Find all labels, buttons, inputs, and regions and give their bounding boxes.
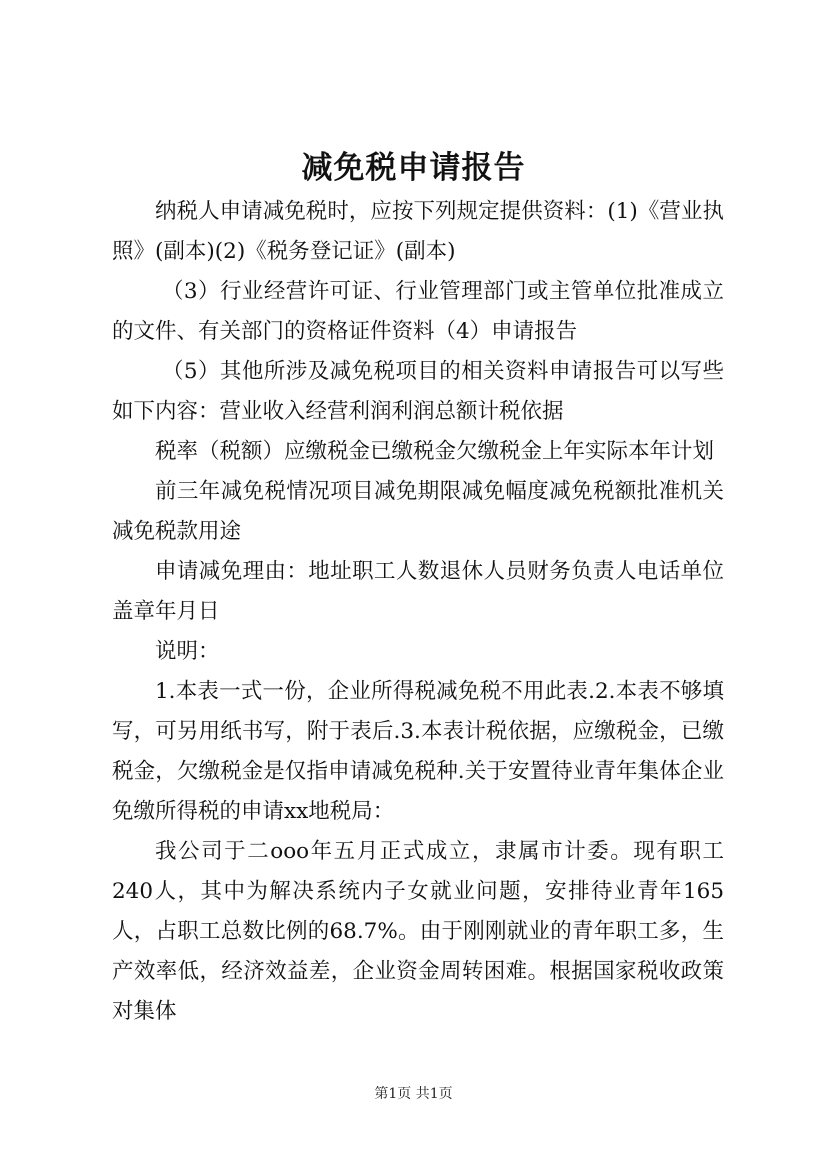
paragraph-tax-rate: 税率（税额）应缴税金已缴税金欠缴税金上年实际本年计划 [155, 439, 715, 464]
paragraph-permits: （3）行业经营许可证、行业管理部门或主管单位批准成立的文件、有关部门的资格证件资料（4）申请报告 [112, 279, 724, 344]
paragraph-reasons: 申请减免理由：地址职工人数退休人员财务负责人电话单位盖章年月日 [112, 559, 724, 624]
paragraph-required-materials: 纳税人申请减免税时，应按下列规定提供资料：(1)《营业执照》(副本)(2)《税务登记证》(副本) [112, 199, 724, 264]
document-title: 减免税申请报告 [301, 150, 526, 186]
page-number: 第1页 共1页 [374, 1086, 453, 1102]
paragraph-past-reductions: 前三年减免税情况项目减免期限减免幅度减免税额批准机关减免税款用途 [112, 479, 724, 544]
document-body [112, 192, 724, 1032]
paragraph-other-materials: （5）其他所涉及减免税项目的相关资料申请报告可以写些如下内容：营业收入经营利润利润总额计税依据 [112, 359, 724, 424]
paragraph-company-statement: 我公司于二ooo年五月正式成立，隶属市计委。现有职工240人，其中为解决系统内子女就业问题，安排待业青年165人，占职工总数比例的68.7%。由于刚刚就业的青年职工多，生产效率低，经济效益差，企业资金周转困难。根据国家税收政策对集体 [112, 839, 724, 1024]
paragraph-notes: 1.本表一式一份，企业所得税减免税不用此表.2.本表不够填写，可另用纸书写，附于表后.3.本表计税依据，应缴税金，已缴税金，欠缴税金是仅指申请减免税种.关于安置待业青年集体企业免缴所得税的申请xx地税局： [112, 679, 724, 824]
paragraph-notes-heading: 说明： [155, 639, 220, 664]
